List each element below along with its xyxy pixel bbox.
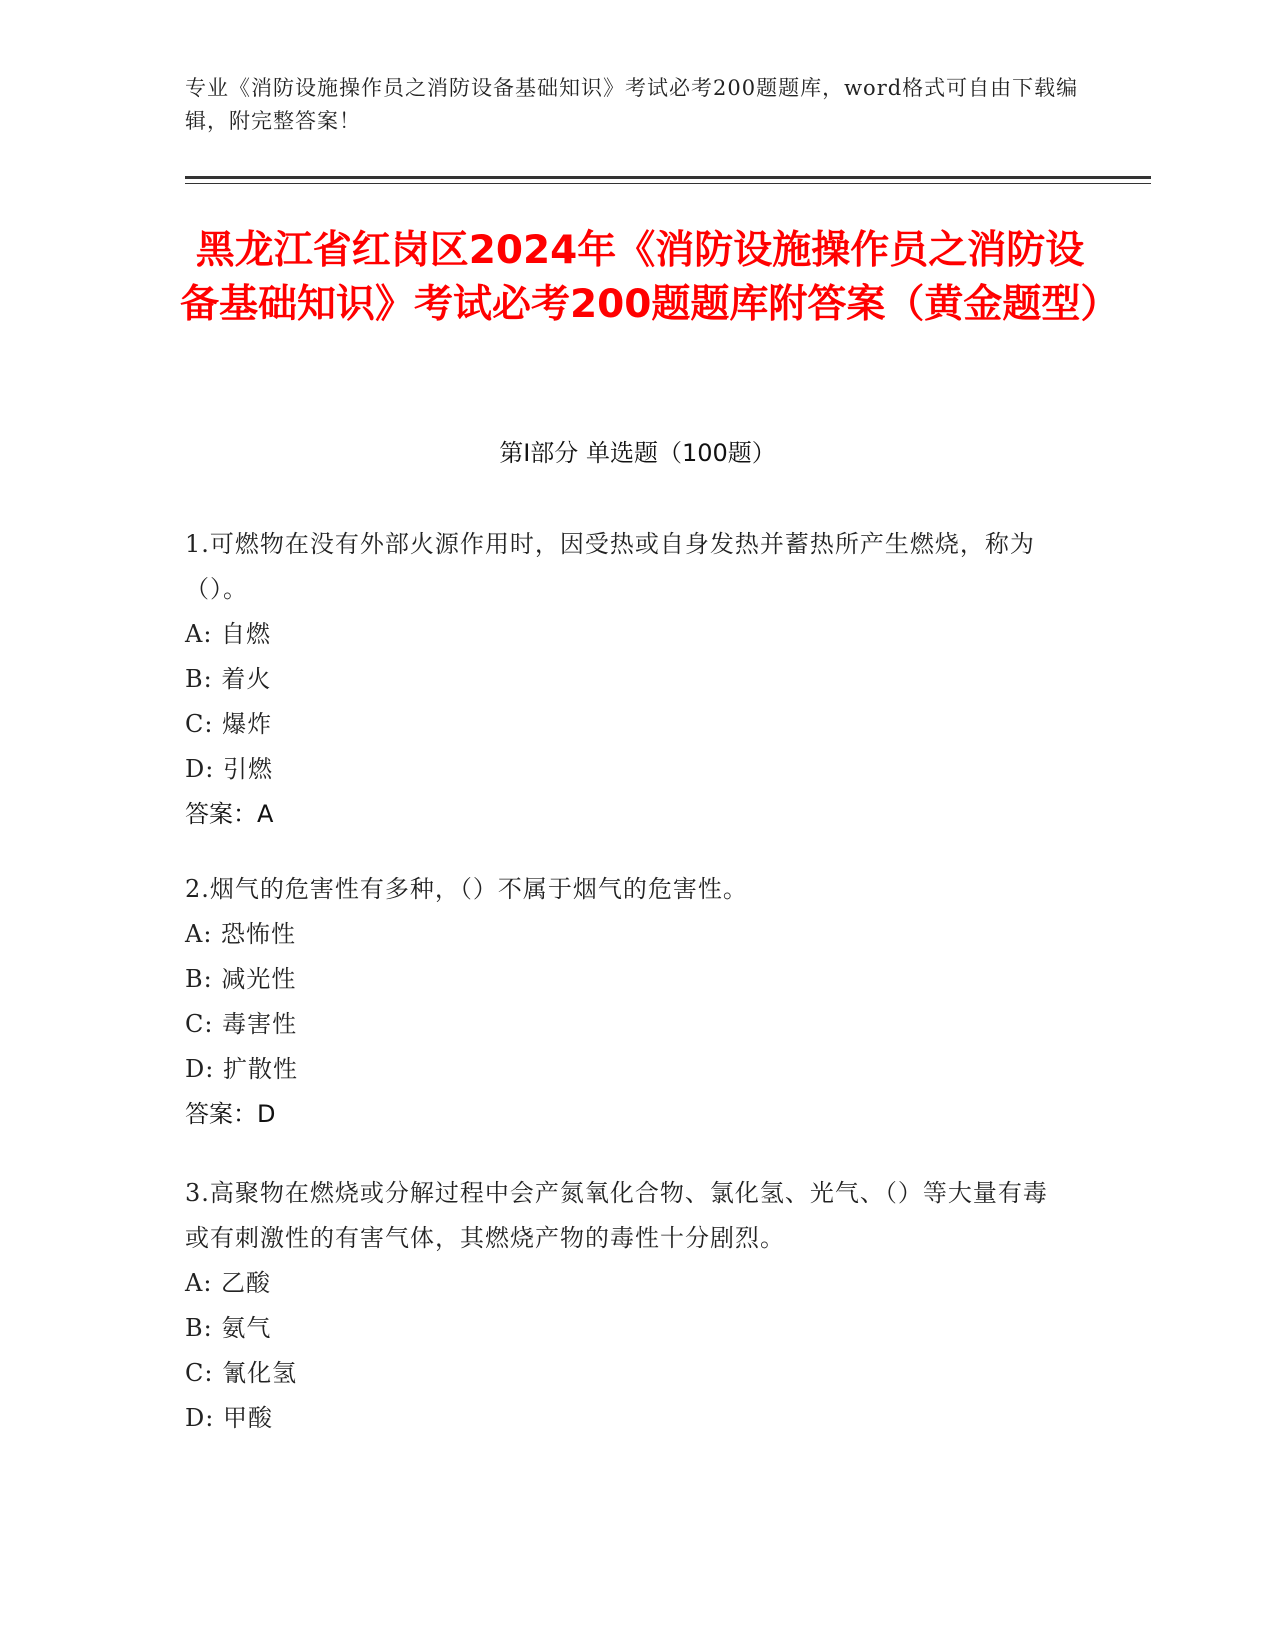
answer: 答案：D [185, 1100, 276, 1128]
option-b: B: 着火 [185, 665, 272, 693]
document-title: 黑龙江省红岗区2024年《消防设施操作员之消防设备基础知识》考试必考200题题库附答案（黄金题型） [180, 228, 1120, 327]
option-d: D: 甲酸 [185, 1404, 273, 1432]
question-stem: 3.高聚物在燃烧或分解过程中会产氮氧化合物、氯化氢、光气、（）等大量有毒或有刺激性的有害气体，其燃烧产物的毒性十分剧烈。 [185, 1179, 1048, 1252]
question-stem: 2.烟气的危害性有多种，（）不属于烟气的危害性。 [185, 875, 748, 903]
option-a: A: 自燃 [185, 620, 272, 648]
option-d: D: 扩散性 [185, 1055, 298, 1083]
question-stem: 1.可燃物在没有外部火源作用时，因受热或自身发热并蓄热所产生燃烧，称为（）。 [185, 530, 1035, 603]
option-a: A: 乙酸 [185, 1269, 272, 1297]
option-a: A: 恐怖性 [185, 920, 297, 948]
option-b: B: 氨气 [185, 1314, 272, 1342]
option-c: C: 毒害性 [185, 1010, 298, 1038]
option-d: D: 引燃 [185, 755, 273, 783]
option-c: C: 爆炸 [185, 710, 273, 738]
question-1 [185, 522, 1065, 837]
header-note: 专业《消防设施操作员之消防设备基础知识》考试必考200题题库，word格式可自由下载编辑，附完整答案！ [185, 76, 1079, 133]
question-3 [185, 1171, 1065, 1441]
option-b: B: 减光性 [185, 965, 297, 993]
answer: 答案：A [185, 800, 274, 828]
question-2 [185, 867, 1065, 1137]
header-divider-thick [185, 176, 1151, 179]
section-title: 第I部分 单选题（100题） [499, 439, 776, 467]
header-divider-thin [185, 183, 1151, 184]
option-c: C: 氰化氢 [185, 1359, 298, 1387]
